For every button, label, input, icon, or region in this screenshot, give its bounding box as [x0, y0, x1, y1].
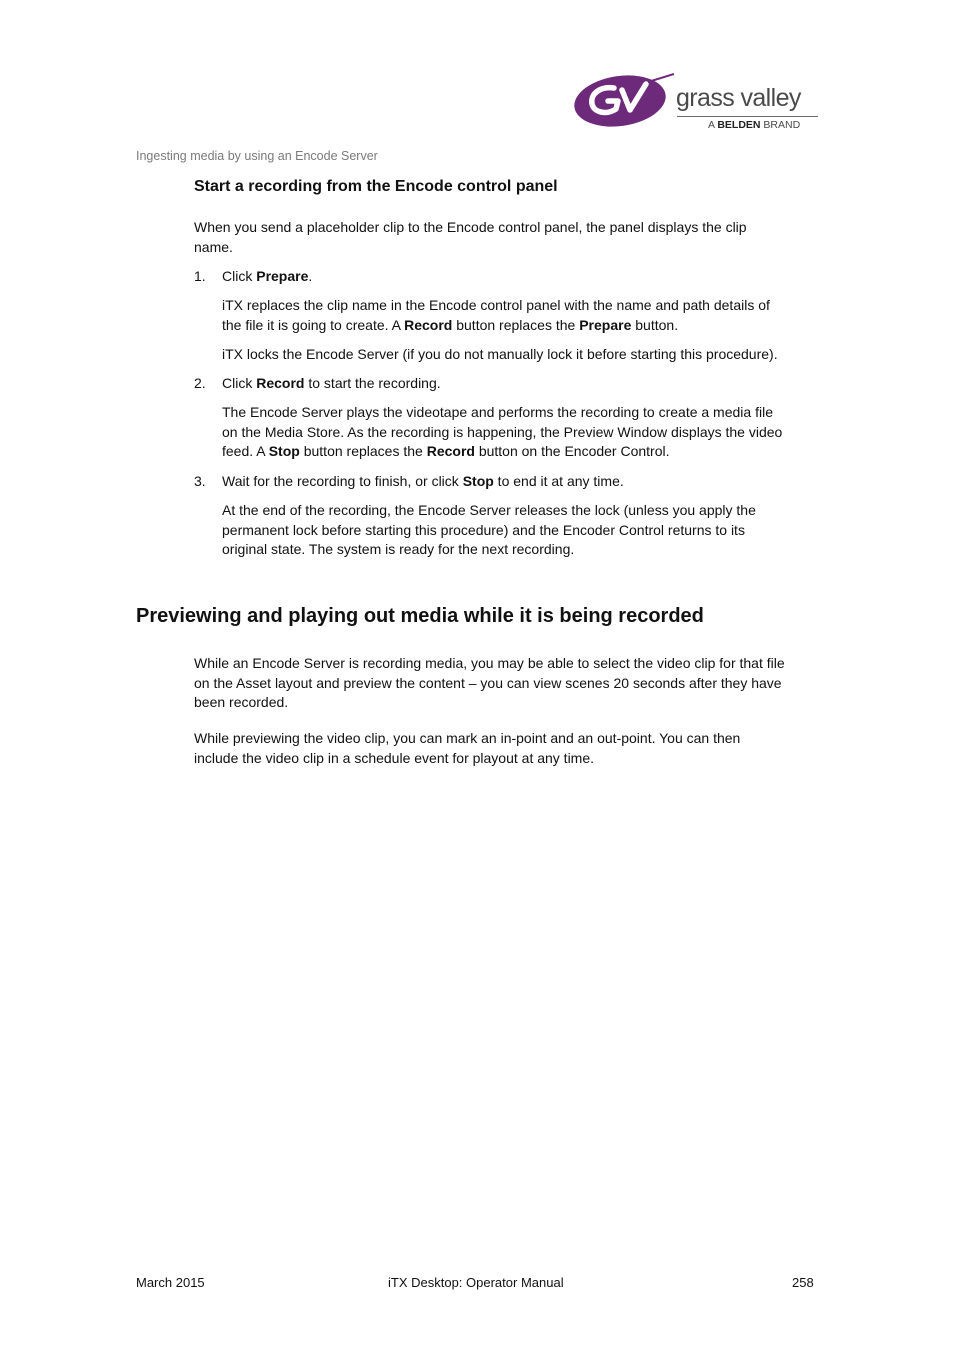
step-3-number: 3. — [194, 473, 206, 489]
step-2-number: 2. — [194, 375, 206, 391]
step-1-lock-paragraph: iTX locks the Encode Server (if you do not manually lock it before starting this procedure). — [222, 346, 778, 362]
step-2-result-paragraph: The Encode Server plays the videotape and performs the recording to create a media file on the Media Store. As the recording is happening, the Preview Window displays the video feed. A Stop button replaces the Record button on the Encoder Control. — [222, 404, 783, 460]
footer-date: March 2015 — [136, 1275, 205, 1290]
grass-valley-logo — [574, 72, 820, 134]
section-heading-start-recording: Start a recording from the Encode control panel — [194, 178, 558, 195]
step-3-text: Wait for the recording to finish, or click Stop to end it at any time. — [222, 473, 624, 489]
step-1-text: Click Prepare. — [222, 268, 313, 284]
previewing-paragraph-2: While previewing the video clip, you can mark an in-point and an out-point. You can then include the video clip in a schedule event for playout at any time. — [194, 730, 741, 766]
intro-paragraph: When you send a placeholder clip to the Encode control panel, the panel displays the clip name. — [194, 219, 747, 255]
running-head: Ingesting media by using an Encode Server — [136, 149, 378, 163]
step-3-result-paragraph: At the end of the recording, the Encode Server releases the lock (unless you apply the permanent lock before starting this procedure) and the Encoder Control returns to its original state. The system is ready for the next recording. — [222, 502, 756, 558]
logo-divider — [677, 116, 818, 117]
logo-wordmark: grass valley — [676, 84, 801, 112]
footer-title: iTX Desktop: Operator Manual — [388, 1275, 564, 1290]
footer-page-number: 258 — [792, 1275, 814, 1290]
step-1-number: 1. — [194, 268, 206, 284]
previewing-paragraph-1: While an Encode Server is recording media, you may be able to select the video clip for that file on the Asset layout and preview the content – you can view scenes 20 seconds after they have been recorded. — [194, 655, 785, 711]
section-heading-previewing: Previewing and playing out media while it is being recorded — [136, 605, 704, 627]
step-1-result-paragraph: iTX replaces the clip name in the Encode control panel with the name and path details of the file it is going to create. A Record button replaces the Prepare button. — [222, 297, 770, 333]
gv-emblem-icon — [574, 72, 674, 130]
logo-tagline: A BELDEN BRAND — [708, 119, 801, 131]
step-2-text: Click Record to start the recording. — [222, 375, 441, 391]
